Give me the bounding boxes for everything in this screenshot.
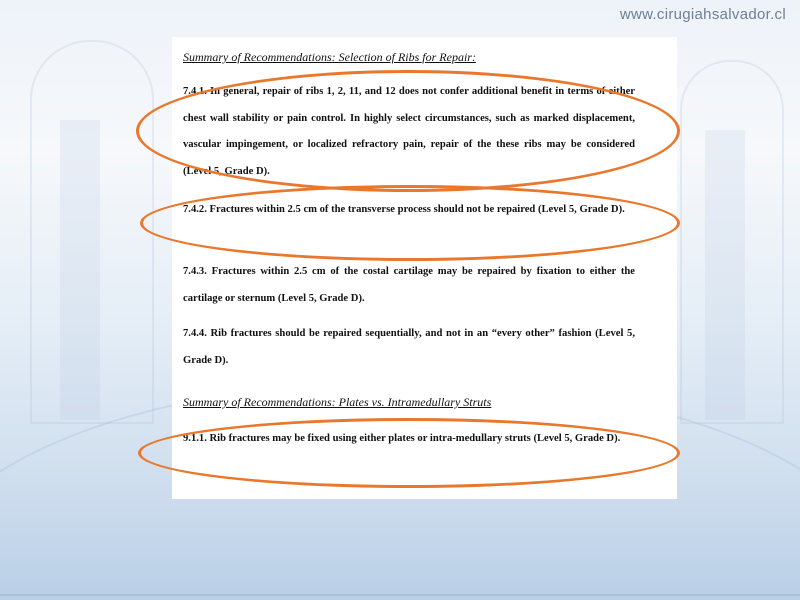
- document-page: [172, 37, 677, 499]
- recommendation-7-4-2: 7.4.2. Fractures within 2.5 cm of the transverse process should not be repaired (Level 5, Grade D).: [183, 204, 625, 215]
- site-url: www.cirugiahsalvador.cl: [619, 6, 786, 23]
- background-arch-left: [30, 40, 154, 424]
- section-heading-rib-selection: Summary of Recommendations: Selection of Ribs for Repair:: [183, 50, 476, 64]
- recommendation-7-4-3: 7.4.3. Fractures within 2.5 cm of the costal cartilage may be repaired by fixation to either the cartilage or sternum (Level 5, Grade D).: [183, 266, 635, 304]
- recommendation-7-4-1: 7.4.1. In general, repair of ribs 1, 2, 11, and 12 does not confer additional benefit in terms of either chest wall stability or pain control. In highly select circumstances, such as marked displacement, vascular impingement, or localized refractory pain, repair of the these ribs may be considered (Level 5, Grade D).: [183, 86, 635, 177]
- bottom-divider: [0, 594, 800, 596]
- recommendation-7-4-4: 7.4.4. Rib fractures should be repaired sequentially, and not in an “every other” fashion (Level 5, Grade D).: [183, 328, 635, 366]
- background-arch-right: [680, 60, 784, 424]
- background-column-right: [705, 130, 745, 420]
- section-heading-plates-vs-struts: Summary of Recommendations: Plates vs. Intramedullary Struts: [183, 395, 492, 409]
- recommendation-9-1-1: 9.1.1. Rib fractures may be fixed using either plates or intra-medullary struts (Level 5, Grade D).: [183, 433, 621, 444]
- background-column-left: [60, 120, 100, 420]
